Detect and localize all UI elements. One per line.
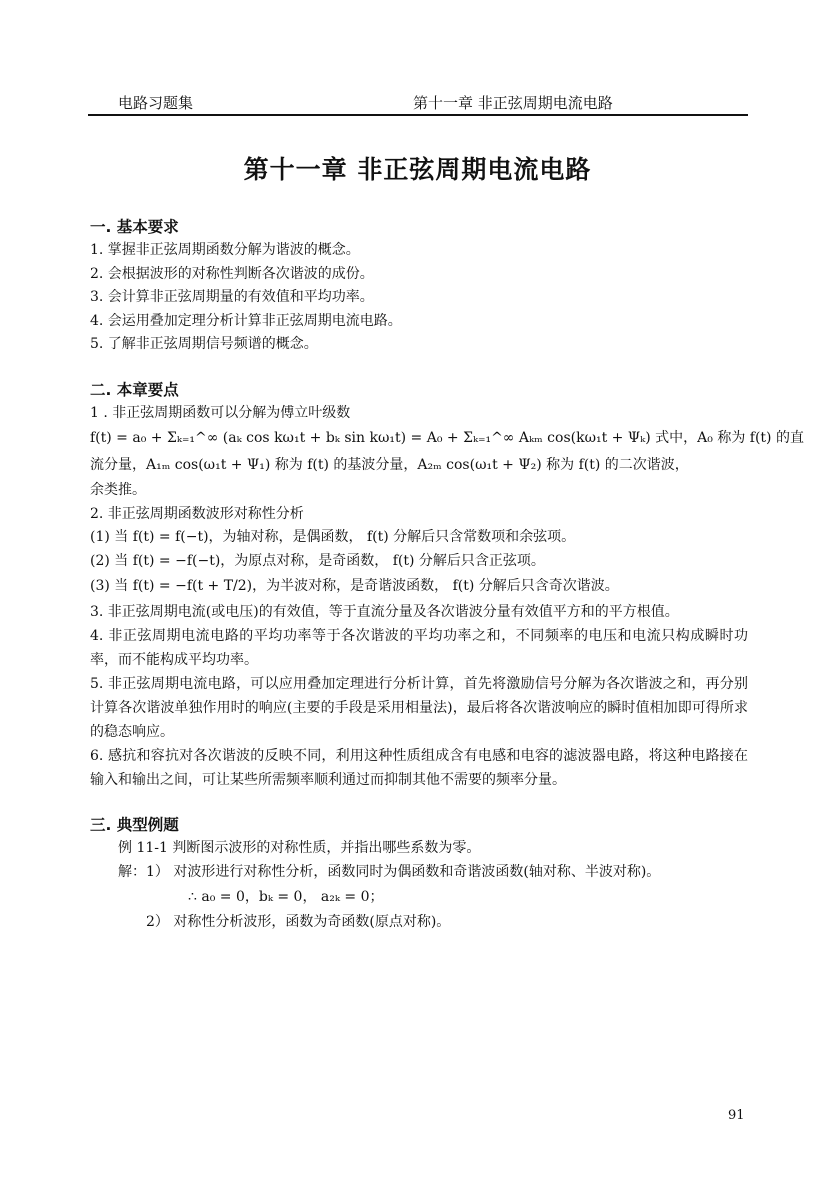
symmetry-case-3: (3) 当 f(t) = −f(t + T/2)，为半波对称，是奇谐波函数， f(t) 分解后只含奇次谐波。 (90, 578, 619, 594)
key-point-3: 3. 非正弦周期电流(或电压)的有效值，等于直流分量及各次谐波分量有效值平方和的平方根值。 (90, 604, 679, 620)
requirement-item: 5. 了解非正弦周期信号频谱的概念。 (90, 336, 318, 352)
symmetry-case-2: (2) 当 f(t) = −f(−t)，为原点对称，是奇函数， f(t) 分解后只含正弦项。 (90, 552, 545, 569)
key-point-1: 1 . 非正弦周期函数可以分解为傅立叶级数 (90, 404, 351, 421)
example-11-1: 例 11-1 判断图示波形的对称性质，并指出哪些系数为零。 (118, 840, 481, 856)
section-heading-requirements: 一. 基本要求 (90, 218, 179, 236)
header-book-title: 电路习题集 (118, 94, 194, 112)
solution-step-1: 解：1） 对波形进行对称性分析，函数同时为偶函数和奇谐波函数(轴对称、半波对称)。 (118, 863, 661, 880)
page-content (90, 215, 804, 935)
solution-step-2: 2） 对称性分析波形，函数为奇函数(原点对称)。 (146, 914, 451, 930)
section-heading-key-points: 二. 本章要点 (90, 380, 179, 399)
section-heading-examples: 三. 典型例题 (90, 816, 179, 834)
requirement-item: 1. 掌握非正弦周期函数分解为谐波的概念。 (90, 242, 360, 258)
solution-result: ∴ a₀ = 0，bₖ = 0， a₂ₖ = 0； (188, 889, 384, 905)
header-rule (88, 114, 748, 116)
running-header (88, 92, 748, 114)
requirement-item: 3. 会计算非正弦周期量的有效值和平均功率。 (90, 289, 374, 305)
header-chapter-title: 第十一章 非正弦周期电流电路 (413, 94, 613, 112)
page-number: 91 (728, 1108, 745, 1123)
key-point-4: 4. 非正弦周期电流电路的平均功率等于各次谐波的平均功率之和，不同频率的电压和电流只构成瞬时功率，而不能构成平均功率。 (90, 628, 748, 668)
key-point-2: 2. 非正弦周期函数波形对称性分析 (90, 505, 304, 522)
requirement-item: 4. 会运用叠加定理分析计算非正弦周期电流电路。 (90, 312, 402, 329)
fourier-etc: 余类推。 (90, 482, 146, 498)
symmetry-case-1: (1) 当 f(t) = f(−t)，为轴对称，是偶函数， f(t) 分解后只含常数项和余弦项。 (90, 529, 576, 545)
requirement-item: 2. 会根据波形的对称性判断各次谐波的成份。 (90, 265, 374, 282)
fourier-series-formula: f(t) = a₀ + Σₖ₌₁^∞ (aₖ cos kω₁t + bₖ sin kω₁t) = A₀ + Σₖ₌₁^∞ Aₖₘ cos(kω₁t + Ψₖ) 式中，A₀ 称为 f(t) 的直 (90, 430, 804, 446)
key-point-5: 5. 非正弦周期电流电路，可以应用叠加定理进行分析计算，首先将激励信号分解为各次谐波之和，再分别计算各次谐波单独作用时的响应(主要的手段是采用相量法)，最后将各次谐波响应的瞬时值相加即可得所求的稳态响应。 (90, 676, 748, 740)
key-point-6: 6. 感抗和容抗对各次谐波的反映不同，利用这种性质组成含有电感和电容的滤波器电路，将这种电路接在输入和输出之间，可让某些所需频率顺利通过而抑制其他不需要的频率分量。 (90, 748, 748, 788)
chapter-title: 第十一章 非正弦周期电流电路 (243, 155, 592, 184)
fourier-components-line: 流分量，A₁ₘ cos(ω₁t + Ψ₁) 称为 f(t) 的基波分量，A₂ₘ cos(ω₁t + Ψ₂) 称为 f(t) 的二次谐波， (90, 457, 689, 473)
